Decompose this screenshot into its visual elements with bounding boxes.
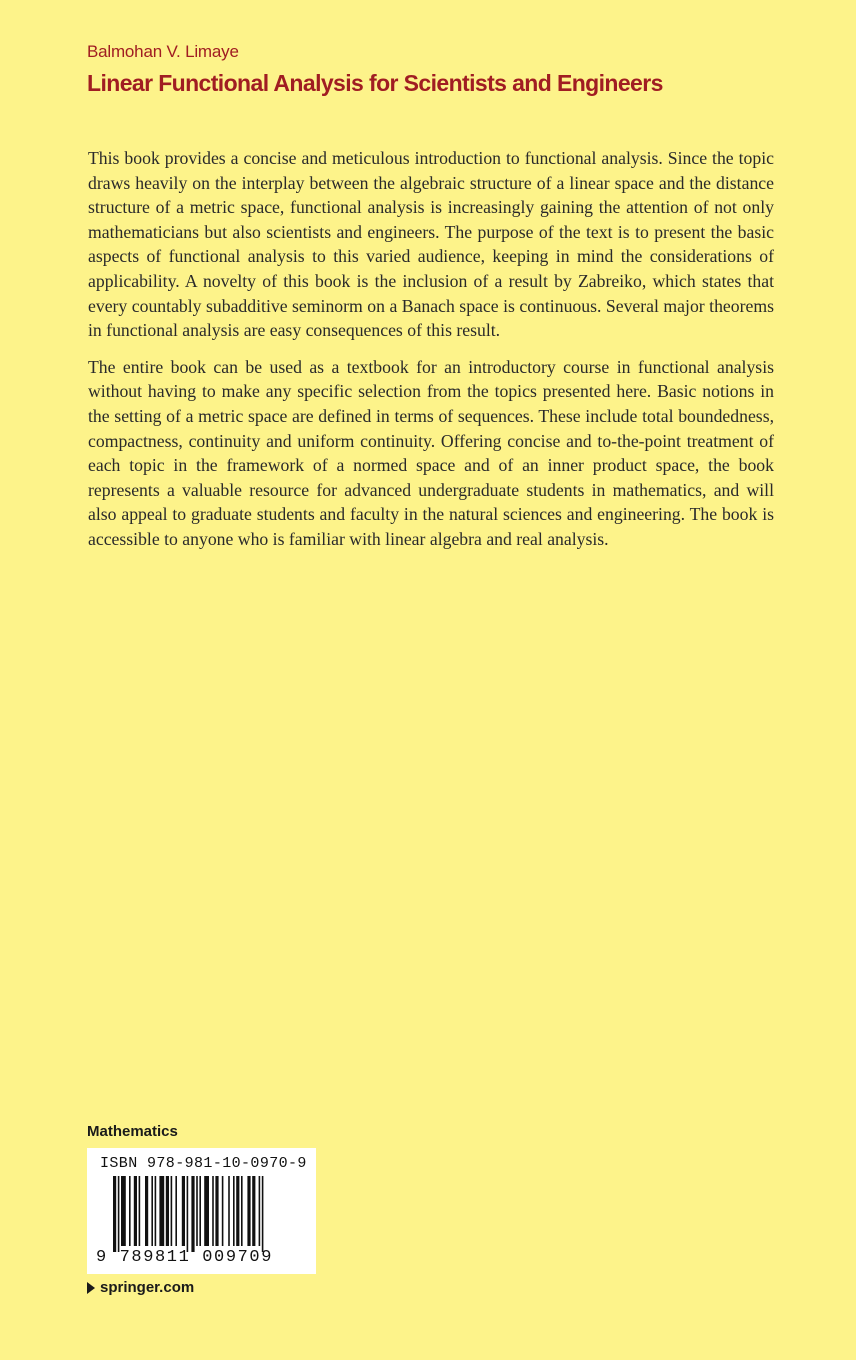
barcode-bar bbox=[113, 1176, 116, 1252]
barcode-bar bbox=[259, 1176, 261, 1246]
barcode-bar bbox=[121, 1176, 126, 1246]
book-title: Linear Functional Analysis for Scientists and Engineers bbox=[87, 70, 663, 96]
blurb bbox=[88, 146, 774, 564]
barcode-bar bbox=[118, 1176, 120, 1252]
publisher-website[interactable] bbox=[87, 1279, 194, 1296]
barcode-bar bbox=[171, 1176, 173, 1246]
barcode-bar bbox=[187, 1176, 189, 1252]
barcode-bar bbox=[247, 1176, 250, 1246]
barcode-bar bbox=[215, 1176, 218, 1246]
barcode-bar bbox=[262, 1176, 264, 1252]
blurb-paragraph-1: This book provides a concise and meticulous introduction to functional analysis. Since the topic draws heavily on the interplay between the algebraic structure of a linear space and the distance structure of a metric space, functional analysis is increasingly gaining the attention of not only mathematicians but also scientists and engineers. The purpose of the text is to present the basic aspects of functional analysis to this varied audience, keeping in mind the considerations of applicability. A novelty of this book is the inclusion of a result by Zabreiko, which states that every countably subadditive seminorm on a Banach space is continuous. Several major theorems in functional analysis are easy consequences of this result. bbox=[88, 148, 774, 341]
barcode-bar bbox=[191, 1176, 194, 1252]
barcode-bar bbox=[252, 1176, 255, 1246]
barcode-bar bbox=[175, 1176, 177, 1246]
barcode-bar bbox=[233, 1176, 235, 1246]
subject-label: Mathematics bbox=[87, 1123, 178, 1140]
barcode-bar bbox=[155, 1176, 157, 1246]
website-label: springer.com bbox=[100, 1279, 195, 1296]
barcode-bar bbox=[145, 1176, 148, 1246]
isbn-text: ISBN 978-981-10-0970-9 bbox=[100, 1155, 307, 1172]
barcode-bar bbox=[151, 1176, 153, 1246]
barcode-bar bbox=[159, 1176, 164, 1246]
blurb-paragraph-2: The entire book can be used as a textbook for an introductory course in functional analysis without having to make any specific selection from the topics presented here. Basic notions in the setting of a metric space are defined in terms of sequences. These include total boundedness, compactness, continuity and uniform continuity. Offering concise and to-the-point treatment of each topic in the framework of a normed space and of an inner product space, the book represents a valuable resource for advanced undergraduate students in mathematics, and will also appeal to graduate students and faculty in the natural sciences and engineering. The book is accessible to anyone who is familiar with linear algebra and real analysis. bbox=[88, 356, 774, 549]
barcode-digits: 9 789811 009709 bbox=[96, 1248, 274, 1267]
arrow-right-icon bbox=[87, 1282, 95, 1294]
barcode-bar bbox=[236, 1176, 239, 1246]
barcode-bar bbox=[139, 1176, 141, 1246]
barcode-bar bbox=[212, 1176, 214, 1246]
barcode-bar bbox=[196, 1176, 198, 1246]
barcode-bar bbox=[204, 1176, 209, 1246]
barcode-bar bbox=[129, 1176, 131, 1246]
barcode-bar bbox=[222, 1176, 224, 1246]
barcode-bar bbox=[134, 1176, 137, 1246]
barcode-bar bbox=[182, 1176, 185, 1246]
barcode-bar bbox=[166, 1176, 169, 1246]
barcode-box bbox=[87, 1148, 316, 1274]
barcode-bar bbox=[241, 1176, 243, 1246]
author-name: Balmohan V. Limaye bbox=[87, 42, 239, 61]
barcode-bar bbox=[199, 1176, 201, 1246]
barcode-bar bbox=[228, 1176, 230, 1246]
